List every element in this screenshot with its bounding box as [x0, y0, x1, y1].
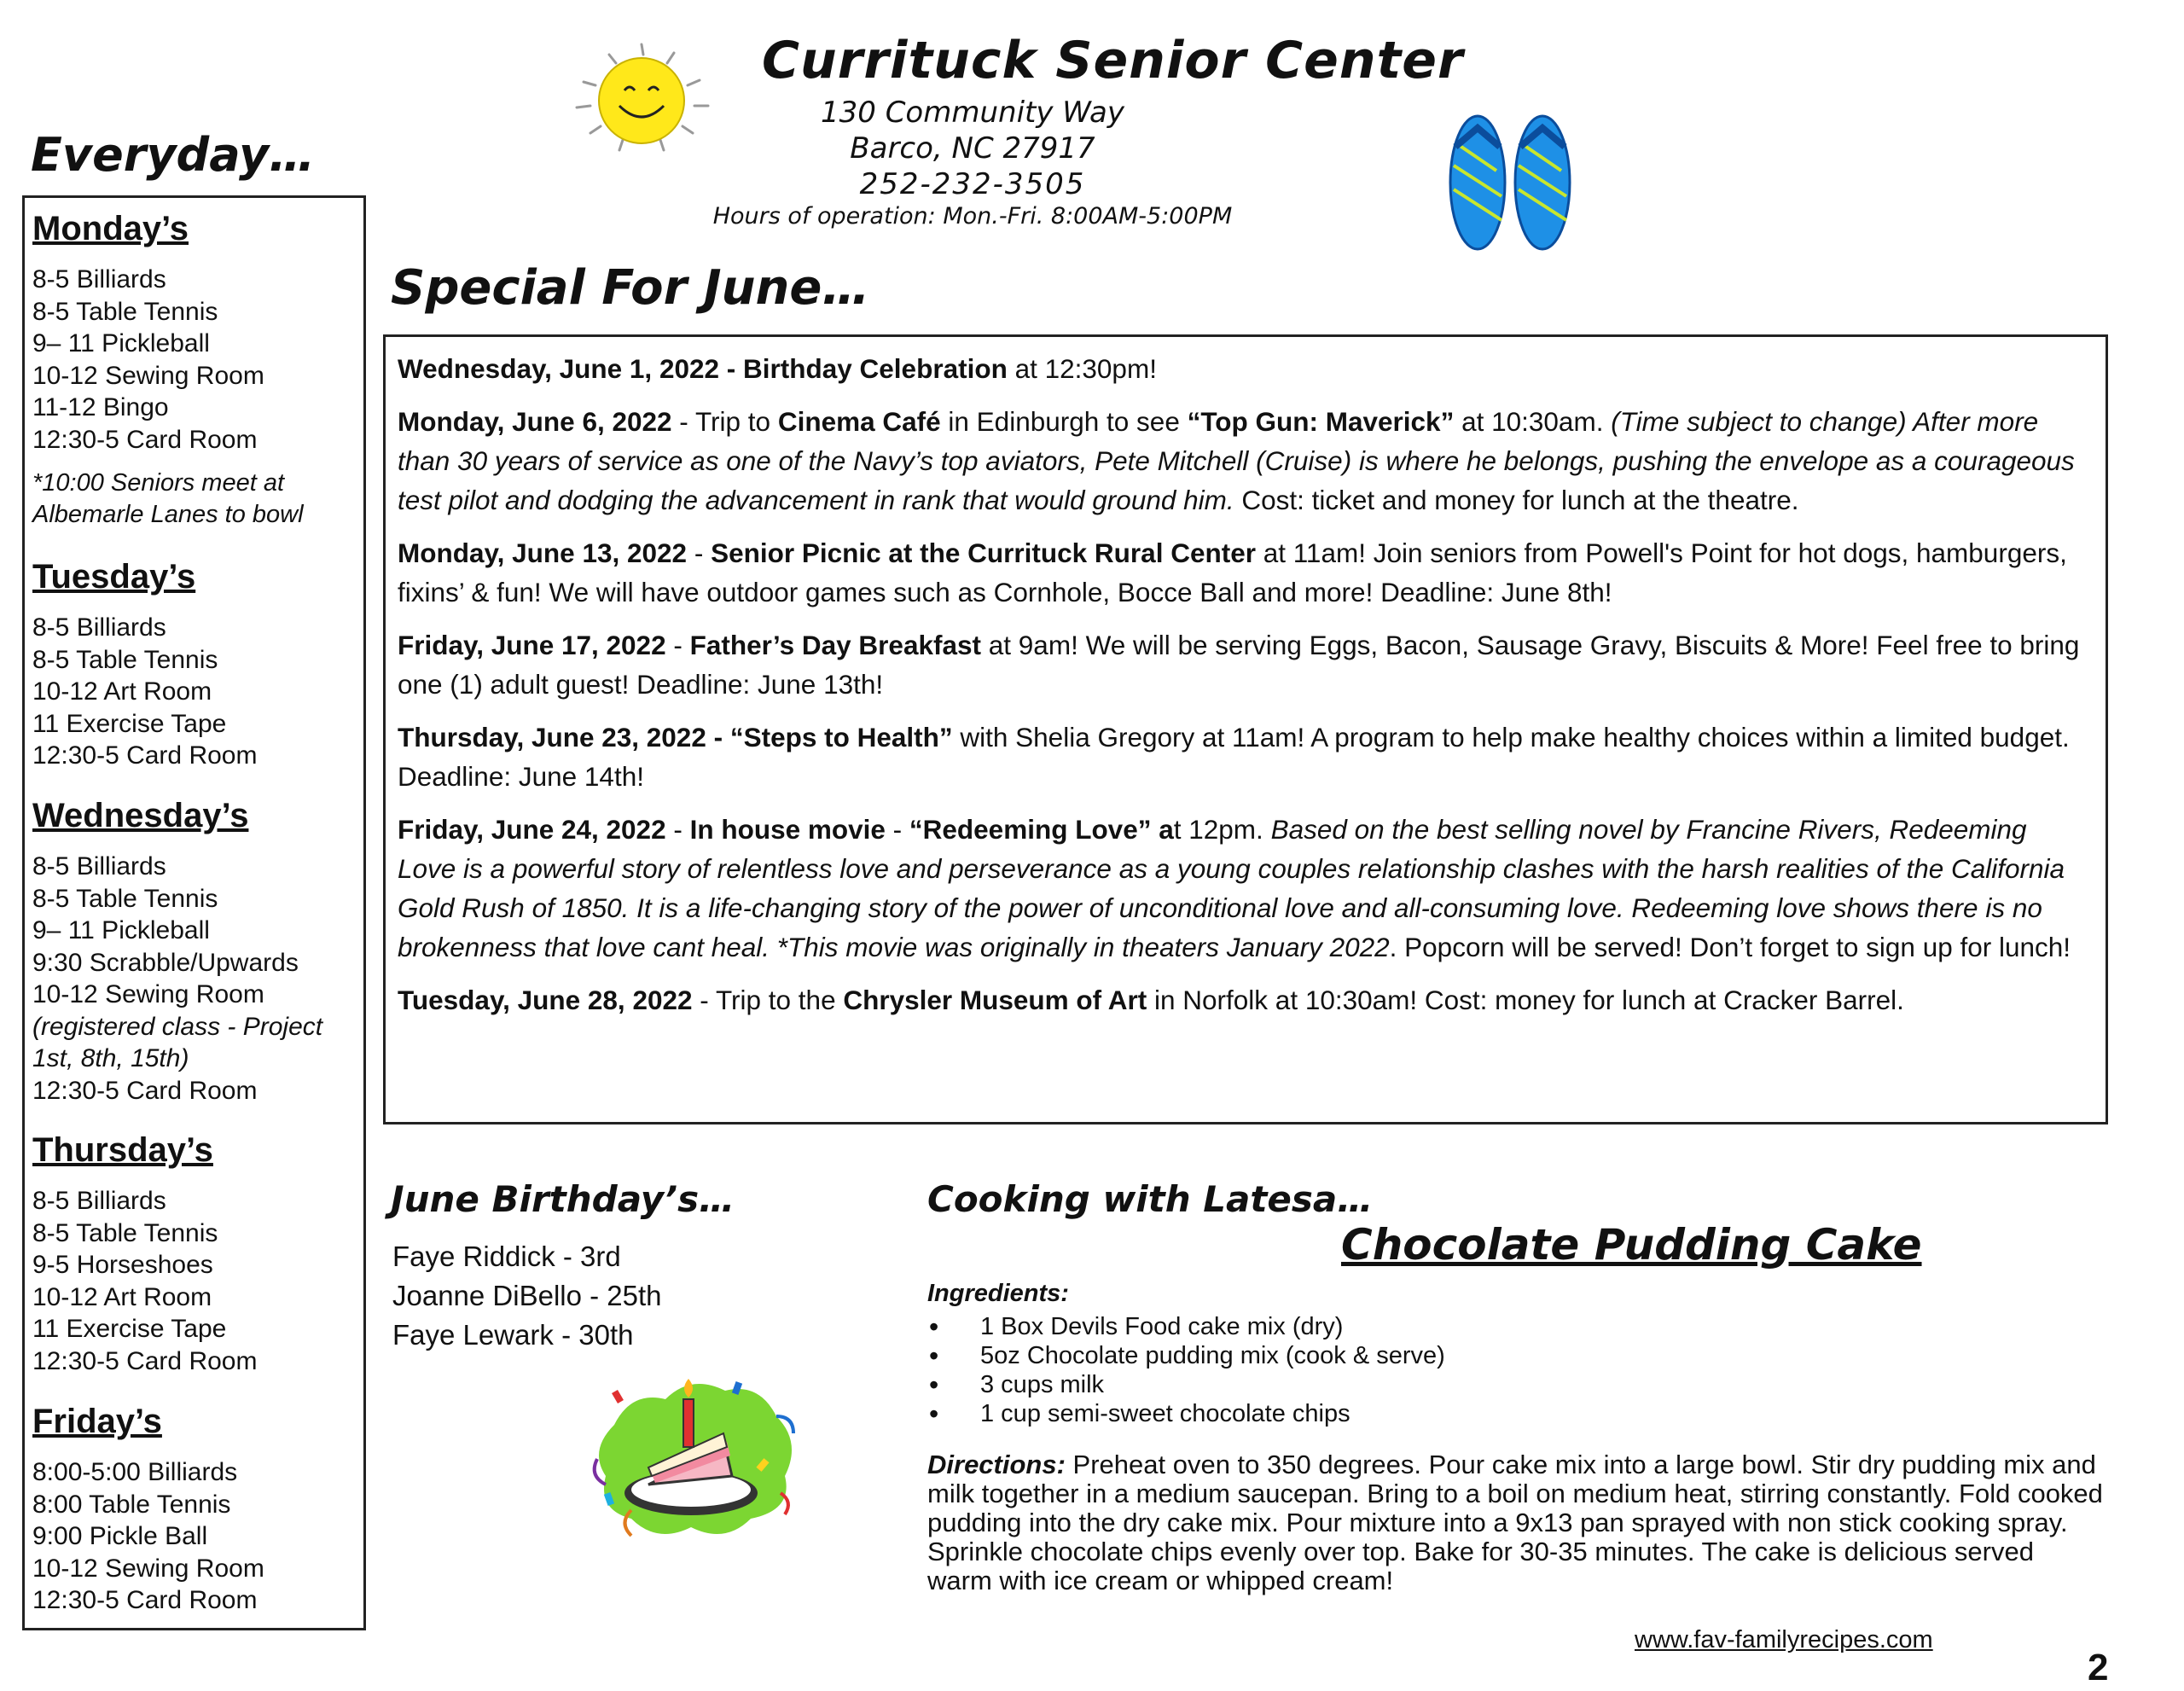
event-date: Monday, June 13, 2022: [398, 538, 688, 568]
schedule-item: 9:30 Scrabble/Upwards: [32, 948, 299, 977]
center-name: Currituck Senior Center: [762, 31, 1464, 90]
schedule-item: 9– 11 Pickleball: [32, 329, 210, 357]
ingredients-label: Ingredients:: [927, 1280, 1069, 1307]
event-item: [398, 980, 2090, 1020]
event-text: -: [665, 814, 690, 845]
birthday-cake-icon: [580, 1365, 802, 1544]
schedule-item: 12:30-5 Card Room: [32, 1586, 258, 1614]
schedule-item: 8-5 Billiards: [32, 613, 166, 642]
address-line-1: 130 Community Way: [820, 96, 1124, 130]
schedule-note: [32, 468, 357, 531]
birthdays-heading: June Birthday’s…: [391, 1178, 735, 1220]
directions-text: Preheat oven to 350 degrees. Pour cake mix into a large bowl. Stir dry pudding mix and milk together in a medium saucepan. Bring to a boil on medium heat, stirring constantly. Fold cooked pudding into the dry cake mix. Pour mixture into a 9x13 pan sprayed with non stick cooking spray. Sprinkle chocolate chips evenly over top. Bake for 30-35 minutes. The cake is delicious served warm with ice cream or whipped cream!: [927, 1450, 2103, 1595]
schedule-item: 12:30-5 Card Room: [32, 1346, 258, 1375]
event-item: [398, 533, 2090, 612]
page-number: 2: [2088, 1647, 2109, 1688]
cooking-heading: Cooking with Latesa…: [927, 1178, 1374, 1220]
event-name: Father’s Day Breakfast: [689, 630, 982, 660]
event-separator: -: [719, 353, 744, 384]
everyday-heading: Everyday…: [31, 128, 316, 182]
directions-label: Directions:: [927, 1450, 1066, 1479]
specials-heading: Special For June…: [391, 260, 870, 316]
schedule-item: 12:30-5 Card Room: [32, 425, 258, 454]
day-thursday: [32, 1131, 357, 1377]
schedule-item: 8-5 Table Tennis: [32, 645, 218, 674]
event-date: Tuesday, June 28, 2022: [398, 985, 693, 1015]
birthday-item: Faye Lewark - 30th: [392, 1319, 634, 1351]
event-description: (Time subject to change) After more than 30 years of service as one of the Navy’s top aviators, Pete Mitchell (Cruise) is where he belongs, pushing the envelope as a courageous test pilot and dodging the advancement in rank that would ground him.: [398, 406, 2075, 515]
event-date: Wednesday, June 1, 2022: [398, 353, 720, 384]
day-wednesday: [32, 797, 357, 1107]
event-title: “Redeeming Love” a: [909, 814, 1174, 845]
hours-of-operation: Hours of operation: Mon.-Fri. 8:00AM-5:00PM: [712, 203, 1233, 230]
specials-box: [383, 334, 2108, 1124]
event-date: Friday, June 24, 2022: [398, 814, 666, 845]
day-tuesday: [32, 558, 357, 772]
event-name: Senior Picnic at the Currituck Rural Center: [711, 538, 1256, 568]
schedule-item: 12:30-5 Card Room: [32, 1076, 258, 1105]
event-cost: Cost: ticket and money for lunch at the theatre.: [1234, 485, 1799, 515]
event-text: - Trip to the: [692, 985, 844, 1015]
schedule-item: 8-5 Billiards: [32, 1187, 166, 1215]
ingredient-item: • 5oz Chocolate pudding mix (cook & serve): [927, 1341, 1610, 1370]
schedule-item: 10-12 Sewing Room: [32, 1554, 264, 1583]
event-title: “Top Gun: Maverick”: [1187, 406, 1455, 437]
schedule-note: 1st, 8th, 15th): [32, 1044, 189, 1072]
schedule-item: 10-12 Sewing Room: [32, 980, 264, 1008]
flip-flops-icon: [1442, 111, 1578, 254]
schedule-item: 8:00 Table Tennis: [32, 1490, 231, 1519]
event-separator: -: [665, 630, 690, 660]
event-item: [398, 349, 2090, 388]
event-details: at 11am! Join seniors from Powell's Point for hot dogs, hamburgers, fixins’ & fun! We will have outdoor games such as Cornhole, Bocce Ball and more! Deadline: June 8th!: [398, 538, 2067, 607]
address-line-2: Barco, NC 27917: [850, 131, 1095, 166]
event-time: t 12pm.: [1173, 814, 1271, 845]
event-separator: -: [687, 538, 712, 568]
event-item: [398, 402, 2090, 520]
schedule-item: 9:00 Pickle Ball: [32, 1522, 208, 1550]
day-title: Monday’s: [32, 210, 189, 247]
day-friday: [32, 1403, 357, 1617]
event-place: Cinema Café: [777, 406, 941, 437]
schedule-item: 8-5 Billiards: [32, 265, 166, 293]
event-item: [398, 625, 2090, 704]
event-details: at 9am! We will be serving Eggs, Bacon, Sausage Gravy, Biscuits & More! Feel free to bring one (1) adult guest! Deadline: June 13th!: [398, 630, 2080, 700]
event-description: Based on the best selling novel by Francine Rivers, Redeeming Love is a powerful story of relentless love and perseverance as a young couples relationship clashes with the harsh realities of the California Gold Rush of 1850. It is a life-changing story of the power of unconditional love and all-consuming love. Redeeming love shows there is no brokenness that love cant heal. *This movie was originally in theaters January 2022: [398, 814, 2065, 962]
schedule-item: 8-5 Table Tennis: [32, 884, 218, 913]
event-name: Birthday Celebration: [743, 353, 1008, 384]
schedule-note: (registered class - Project: [32, 1012, 323, 1041]
birthday-item: Faye Riddick - 3rd: [392, 1241, 621, 1272]
day-monday: [32, 210, 357, 531]
event-date: Monday, June 6, 2022: [398, 406, 672, 437]
ingredient-item: • 1 Box Devils Food cake mix (dry): [927, 1312, 1610, 1341]
event-time: at 10:30am.: [1454, 406, 1612, 437]
day-title: Friday’s: [32, 1403, 162, 1440]
ingredients-list: [927, 1312, 1610, 1428]
schedule-item: 8-5 Table Tennis: [32, 297, 218, 326]
schedule-item: 8-5 Billiards: [32, 852, 166, 880]
event-cost: . Popcorn will be served! Don’t forget to sign up for lunch!: [1389, 932, 2071, 962]
ingredient-item: • 1 cup semi-sweet chocolate chips: [927, 1399, 1610, 1428]
ingredient-item: • 3 cups milk: [927, 1370, 1610, 1399]
note-line: *10:00 Seniors meet at: [32, 469, 285, 497]
event-text: - Trip to: [671, 406, 778, 437]
schedule-item: 11-12 Bingo: [32, 393, 169, 421]
recipe-directions: [927, 1450, 2105, 1595]
event-details: at 12:30pm!: [1007, 353, 1157, 384]
recipe-source-link[interactable]: www.fav-familyrecipes.com: [1635, 1626, 1933, 1653]
event-text: -: [885, 814, 909, 845]
schedule-item: 10-12 Art Room: [32, 677, 212, 706]
event-place: Chrysler Museum of Art: [843, 985, 1147, 1015]
recipe-title: Chocolate Pudding Cake: [1341, 1220, 1922, 1270]
schedule-item: 11 Exercise Tape: [32, 1315, 227, 1343]
note-line: Albemarle Lanes to bowl: [32, 501, 304, 528]
event-date: Friday, June 17, 2022: [398, 630, 666, 660]
event-item: [398, 810, 2090, 967]
schedule-item: 10-12 Sewing Room: [32, 361, 264, 390]
birthdays-list: [392, 1237, 751, 1355]
event-details: with Shelia Gregory at 11am! A program to help make healthy choices within a limited budget. Deadline: June 14th!: [398, 722, 2070, 792]
event-text: in Edinburgh to see: [940, 406, 1188, 437]
event-item: [398, 718, 2090, 796]
schedule-item: 9– 11 Pickleball: [32, 916, 210, 944]
day-title: Tuesday’s: [32, 558, 196, 596]
phone-number: 252-232-3505: [859, 167, 1086, 201]
schedule-item: 8:00-5:00 Billiards: [32, 1458, 238, 1486]
schedule-item: 12:30-5 Card Room: [32, 741, 258, 770]
birthday-item: Joanne DiBello - 25th: [392, 1280, 662, 1311]
schedule-item: 10-12 Art Room: [32, 1282, 212, 1311]
event-details: in Norfolk at 10:30am! Cost: money for lunch at Cracker Barrel.: [1147, 985, 1904, 1015]
event-date: Thursday, June 23, 2022 - “Steps to Health”: [398, 722, 953, 753]
event-place: In house movie: [689, 814, 886, 845]
schedule-item: 11 Exercise Tape: [32, 709, 227, 738]
day-title: Wednesday’s: [32, 797, 249, 834]
schedule-item: 8-5 Table Tennis: [32, 1218, 218, 1247]
day-title: Thursday’s: [32, 1131, 213, 1169]
schedule-item: 9-5 Horseshoes: [32, 1251, 213, 1279]
